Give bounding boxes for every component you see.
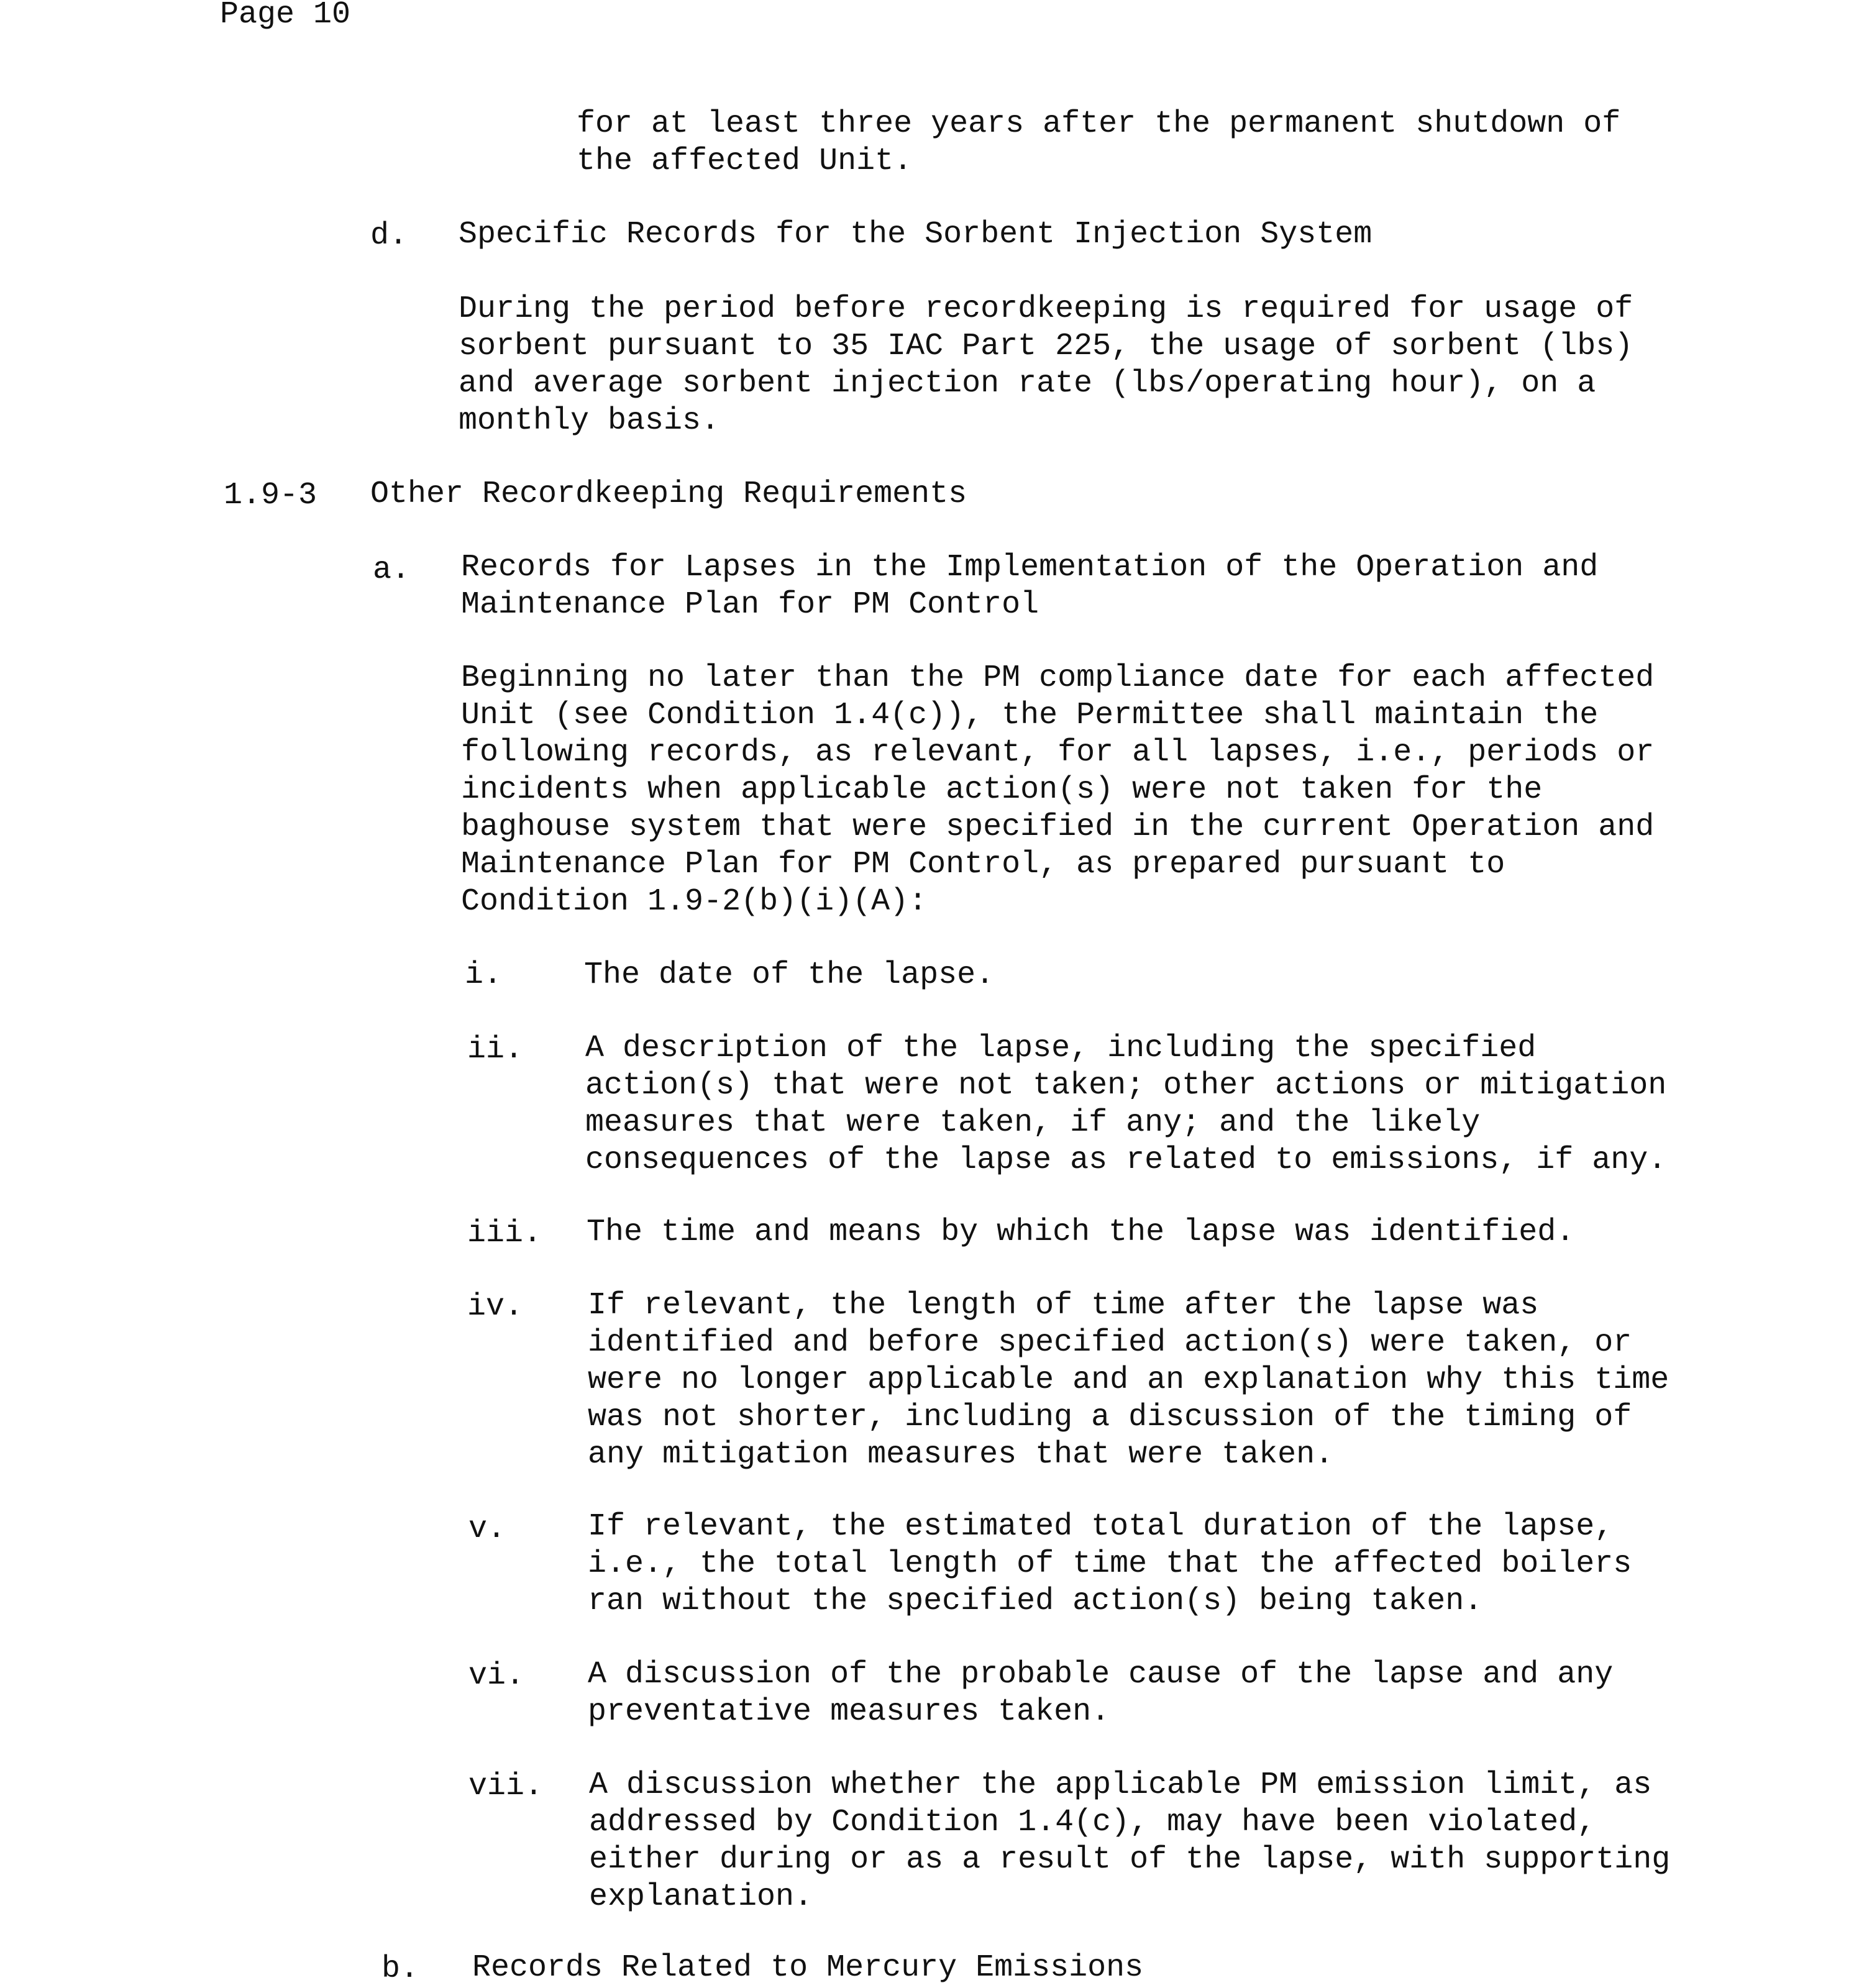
subitem-marker: vi. (468, 1658, 525, 1694)
paragraph-line: Beginning no later than the PM compliance date for each affected (461, 660, 1655, 696)
paragraph-line: A description of the lapse, including the specified (585, 1031, 1537, 1066)
item-b-marker: b. (381, 1951, 419, 1987)
subitem-text (589, 1767, 1670, 1916)
subitem-text (588, 1287, 1669, 1474)
paragraph-line: explanation. (589, 1879, 813, 1915)
paragraph-line: incidents when applicable action(s) were not taken for the (461, 772, 1543, 808)
item-a-marker: a. (373, 552, 411, 588)
subitem-text (585, 1030, 1666, 1179)
heading-line: Maintenance Plan for PM Control (461, 587, 1039, 622)
paragraph-line: Condition 1.9-2(b)(i)(A): (461, 884, 928, 919)
paragraph-line: sorbent pursuant to 35 IAC Part 225, the usage of sorbent (lbs) (459, 329, 1633, 364)
continuation-paragraph (577, 106, 1620, 180)
subitem-text (588, 1656, 1613, 1731)
paragraph-line: i.e., the total length of time that the affected boilers (588, 1546, 1632, 1582)
paragraph-line: identified and before specified action(s) were taken, or (588, 1325, 1632, 1361)
paragraph-line: any mitigation measures that were taken. (588, 1437, 1334, 1472)
paragraph-line: addressed by Condition 1.4(c), may have been violated, (589, 1805, 1596, 1840)
subitem-text (584, 957, 994, 994)
paragraph-line: The date of the lapse. (584, 957, 995, 993)
paragraph-line: Unit (see Condition 1.4(c)), the Permittee shall maintain the (461, 698, 1599, 733)
item-a-body (461, 660, 1654, 921)
item-d-body (459, 291, 1633, 440)
heading-line: Records for Lapses in the Implementation of the Operation and (461, 550, 1599, 585)
paragraph-line: for at least three years after the permanent shutdown of (577, 106, 1621, 142)
subitem-marker: ii. (467, 1032, 524, 1067)
item-a-heading (461, 549, 1598, 624)
paragraph-line: If relevant, the length of time after the lapse was (588, 1288, 1539, 1323)
subitem-marker: iii. (467, 1216, 542, 1251)
subitem-marker: v. (468, 1512, 506, 1547)
paragraph-line: During the period before recordkeeping is required for usage of (459, 291, 1633, 327)
paragraph-line: following records, as relevant, for all lapses, i.e., periods or (461, 735, 1655, 770)
paragraph-line: were no longer applicable and an explanation why this time (588, 1362, 1669, 1398)
paragraph-line: A discussion whether the applicable PM emission limit, as (589, 1767, 1652, 1803)
subitem-marker: iv. (467, 1289, 524, 1325)
paragraph-line: The time and means by which the lapse was identified. (587, 1215, 1575, 1250)
subitem-text (587, 1214, 1574, 1251)
paragraph-line: monthly basis. (459, 403, 720, 439)
paragraph-line: action(s) that were not taken; other actions or mitigation (585, 1068, 1667, 1103)
item-d-marker: d. (370, 218, 408, 253)
paragraph-line: preventative measures taken. (588, 1694, 1110, 1730)
page-number: Page 10 (220, 0, 351, 32)
paragraph-line: consequences of the lapse as related to emissions, if any. (585, 1142, 1667, 1178)
paragraph-line: was not shorter, including a discussion of the timing of (588, 1400, 1632, 1435)
paragraph-line: baghouse system that were specified in the current Operation and (461, 809, 1655, 845)
section-title: Other Recordkeeping Requirements (370, 476, 967, 512)
paragraph-line: measures that were taken, if any; and the likely (585, 1105, 1481, 1141)
paragraph-line: either during or as a result of the lapse, with supporting (589, 1842, 1671, 1877)
subitem-marker: vii. (468, 1769, 544, 1804)
paragraph-line: the affected Unit. (577, 144, 913, 179)
paragraph-line: and average sorbent injection rate (lbs/operating hour), on a (459, 366, 1596, 401)
subitem-marker: i. (465, 957, 503, 993)
paragraph-line: ran without the specified action(s) being taken. (588, 1584, 1483, 1619)
paragraph-line: Maintenance Plan for PM Control, as prepared pursuant to (461, 847, 1505, 882)
subitem-text (588, 1508, 1632, 1620)
item-d-heading: Specific Records for the Sorbent Injection System (459, 217, 1373, 252)
section-number: 1.9-3 (224, 478, 317, 513)
paragraph-line: A discussion of the probable cause of the lapse and any (588, 1657, 1614, 1692)
item-b-heading: Records Related to Mercury Emissions (472, 1950, 1144, 1986)
paragraph-line: If relevant, the estimated total duration of the lapse, (588, 1509, 1614, 1544)
